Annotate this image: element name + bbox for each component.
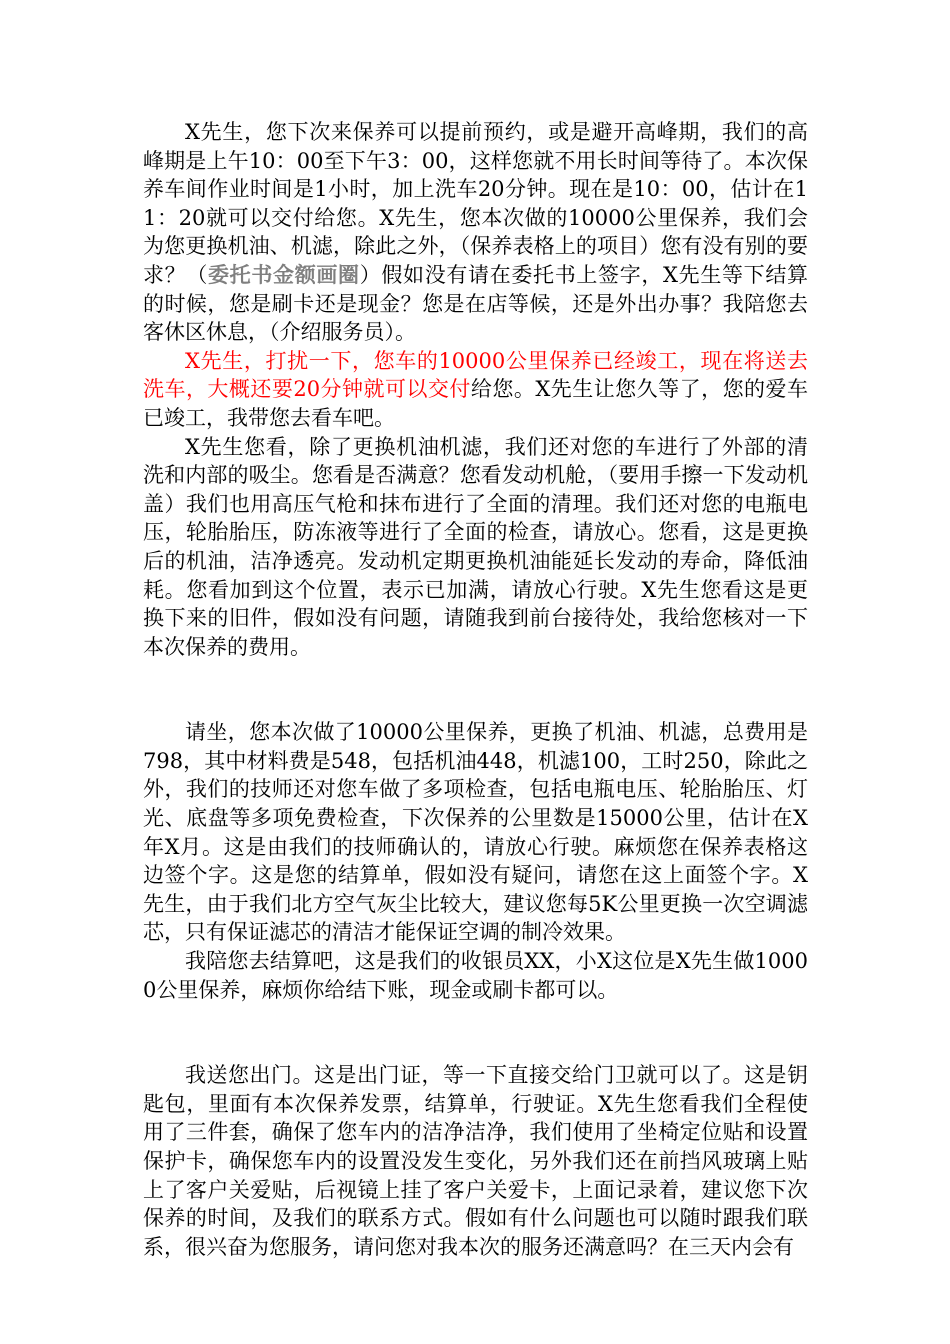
paragraph-1-text-a: X先生，您下次来保养可以提前预约，或是避开高峰期，我们的高峰期是上午10：00至下午3：00，这样您就不用长时间等待了。本次保养车间作业时间是1小时，加上洗车20分钟。现在是10：00，估计在11：20就可以交付给您。X先生，您本次做的10000公里保养，我们会为您更换机油、机滤，除此之外，（保养表格上的项目）您有没有别的要求？（ (143, 120, 808, 287)
paragraph-2-text: 给您。X先生让您久等了，您的爱车已竣工，我带您去看车吧。 (143, 377, 808, 430)
paragraph-1-text-b: ）假如没有请在委托书上签字，X先生等下结算的时候，您是刷卡还是现金？您是在店等候，还是外出办事？我陪您去客休区休息，（介绍服务员）。 (143, 262, 809, 345)
paragraph-1-highlight-gray: 委托书金额画圈 (208, 261, 360, 287)
paragraph-gap (143, 661, 808, 718)
paragraph-4 (143, 718, 808, 947)
paragraph-6 (143, 1061, 808, 1261)
paragraph-gap (143, 1004, 808, 1061)
paragraph-2 (143, 347, 808, 433)
paragraph-3 (143, 433, 808, 662)
paragraph-1 (143, 118, 808, 347)
paragraph-5 (143, 947, 808, 1004)
paragraph-4-text: 请坐，您本次做了10000公里保养，更换了机油、机滤，总费用是798，其中材料费是548，包括机油448，机滤100，工时250，除此之外，我们的技师还对您车做了多项检查，包括电瓶电压、轮胎胎压、灯光、底盘等多项免费检查，下次保养的公里数是15000公里，估计在X年X月。这是由我们的技师确认的，请放心行驶。麻烦您在保养表格这边签个字。这是您的结算单，假如没有疑问，请您在这上面签个字。X先生，由于我们北方空气灰尘比较大，建议您每5K公里更换一次空调滤芯，只有保证滤芯的清洁才能保证空调的制冷效果。 (143, 720, 808, 945)
paragraph-3-text: X先生您看，除了更换机油机滤，我们还对您的车进行了外部的清洗和内部的吸尘。您看是否满意？您看发动机舱，（要用手擦一下发动机盖）我们也用高压气枪和抹布进行了全面的清理。我们还对您的电瓶电压，轮胎胎压，防冻液等进行了全面的检查，请放心。您看，这是更换后的机油，洁净透亮。发动机定期更换机油能延长发动的寿命，降低油耗。您看加到这个位置，表示已加满，请放心行驶。X先生您看这是更换下来的旧件，假如没有问题，请随我到前台接待处，我给您核对一下本次保养的费用。 (143, 434, 808, 659)
paragraph-5-text: 我陪您去结算吧，这是我们的收银员XX，小X这位是X先生做10000公里保养，麻烦你给结下账，现金或刷卡都可以。 (143, 949, 808, 1002)
paragraph-6-text: 我送您出门。这是出门证，等一下直接交给门卫就可以了。这是钥匙包，里面有本次保养发票，结算单，行驶证。X先生您看我们全程使用了三件套，确保了您车内的洁净洁净，我们使用了坐椅定位贴和设置保护卡，确保您车内的设置没发生变化，另外我们还在前挡风玻璃上贴上了客户关爱贴，后视镜上挂了客户关爱卡，上面记录着，建议您下次保养的时间，及我们的联系方式。假如有什么问题也可以随时跟我们联系，很兴奋为您服务，请问您对我本次的服务还满意吗？在三天内会有 (143, 1063, 808, 1259)
document-page (143, 118, 808, 1261)
paragraph-2-highlight-red: X先生，打扰一下，您车的10000公里保养已经竣工，现在将送去洗车，大概还要20分钟就可以交付 (143, 348, 808, 402)
